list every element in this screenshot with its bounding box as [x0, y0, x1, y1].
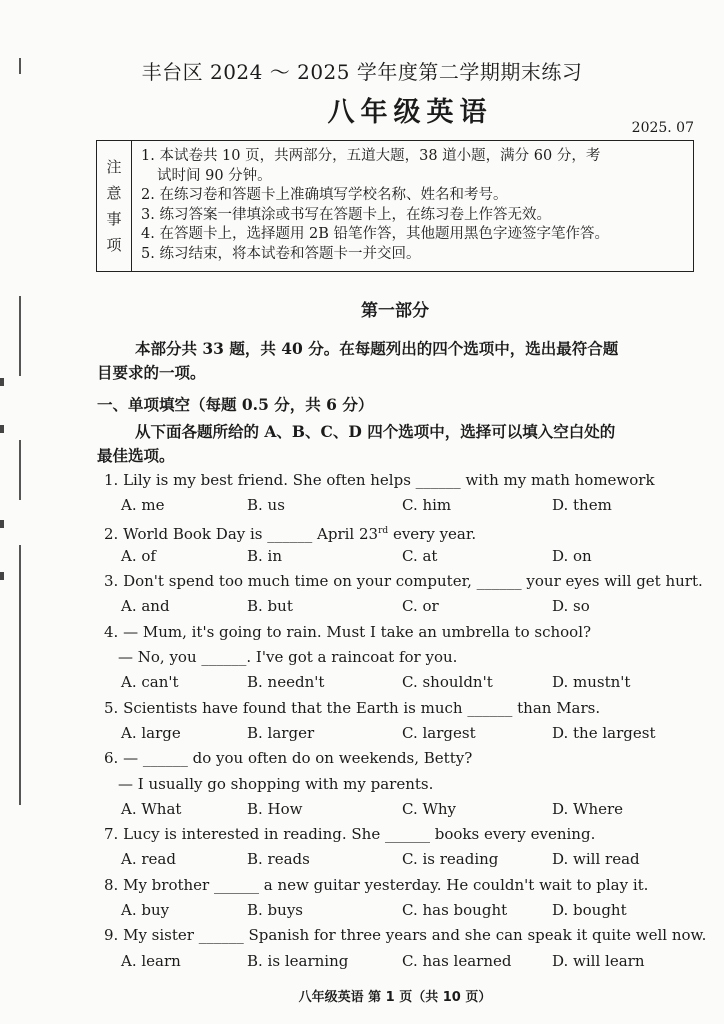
option-a: A. large	[121, 723, 181, 742]
question-stem: 4. — Mum, it's going to rain. Must I take an umbrella to school?	[104, 622, 592, 641]
option-b: B. How	[247, 799, 303, 818]
edge-mark	[0, 520, 4, 528]
notice-items	[141, 147, 687, 264]
option-d: D. will learn	[552, 951, 645, 970]
option-d: D. so	[552, 597, 590, 616]
question-options	[104, 898, 704, 923]
option-a: A. What	[121, 799, 182, 818]
question-list	[104, 468, 707, 974]
question-options	[104, 493, 704, 518]
notice-label-char: 意	[106, 184, 122, 202]
section-heading: 一、单项填空（每题 0.5 分，共 6 分）	[97, 395, 374, 414]
question-stem: 5. Scientists have found that the Earth is much ______ than Mars.	[104, 698, 601, 717]
question-stem: 6. — ______ do you often do on weekends, Betty?	[104, 749, 473, 768]
exam-date: 2025. 07	[631, 120, 694, 136]
notice-item: 4. 在答题卡上，选择题用 2B 铅笔作答，其他题用黑色字迹签字笔作答。	[141, 226, 610, 242]
question-stem-part: 2. World Book Day is ______ April 23	[104, 524, 379, 543]
section-instruction-line: 最佳选项。	[97, 446, 175, 465]
question-options	[104, 670, 704, 695]
part-intro-line: 目要求的一项。	[97, 363, 206, 382]
option-d: D. on	[552, 546, 592, 565]
exam-title: 丰台区 2024 ～ 2025 学年度第二学期期末练习	[141, 60, 583, 84]
notice-label-char: 项	[106, 236, 122, 254]
question-stem-reply: — No, you ______. I've got a raincoat for you.	[118, 648, 458, 667]
option-c: C. or	[402, 597, 439, 616]
question-options	[104, 544, 704, 569]
notice-box	[96, 140, 694, 272]
question-stem: 1. Lily is my best friend. She often helps ______ with my math homework	[104, 471, 655, 489]
question-stem: 7. Lucy is interested in reading. She ______ books every evening.	[104, 825, 596, 844]
option-c: C. him	[402, 496, 452, 515]
edge-mark	[0, 425, 4, 433]
part-intro	[97, 337, 697, 385]
question-stem: 9. My sister ______ Spanish for three years and she can speak it quite well now.	[104, 926, 707, 945]
question-options	[104, 797, 704, 822]
option-a: A. learn	[121, 951, 181, 970]
page-footer: 八年级英语 第 1 页（共 10 页）	[298, 990, 492, 1005]
option-b: B. is learning	[247, 951, 349, 970]
part-title: 第一部分	[361, 301, 429, 321]
option-b: B. needn't	[247, 673, 325, 692]
notice-item: 2. 在练习卷和答题卡上准确填写学校名称、姓名和考号。	[141, 187, 508, 203]
notice-item: 3. 练习答案一律填涂或书写在答题卡上，在练习卷上作答无效。	[141, 206, 551, 223]
option-d: D. will read	[552, 850, 640, 869]
notice-label-char: 事	[106, 210, 122, 228]
option-a: A. buy	[121, 901, 170, 920]
exam-subject: 八年级英语	[327, 97, 493, 128]
notice-item: 试时间 90 分钟。	[157, 167, 272, 184]
ordinal-suffix: rd	[378, 525, 389, 536]
option-d: D. them	[552, 496, 612, 515]
option-c: C. at	[402, 546, 438, 565]
notice-item: 5. 练习结束，将本试卷和答题卡一并交回。	[141, 245, 421, 262]
option-b: B. larger	[247, 723, 315, 742]
question-stem: 8. My brother ______ a new guitar yesterday. He couldn't wait to play it.	[104, 875, 649, 894]
option-a: A. of	[121, 546, 156, 565]
option-d: D. Where	[552, 799, 624, 818]
option-c: C. shouldn't	[402, 673, 493, 692]
notice-label-char: 注	[106, 158, 122, 176]
notice-label	[97, 141, 132, 271]
section-instruction	[97, 420, 697, 468]
option-c: C. has bought	[402, 901, 508, 920]
notice-item: 1. 本试卷共 10 页，共两部分，五道大题，38 道小题，满分 60 分，考	[141, 148, 601, 164]
option-c: C. has learned	[402, 951, 512, 970]
option-a: A. and	[121, 597, 170, 616]
margin-mark	[19, 440, 21, 500]
question-options	[104, 594, 704, 619]
part-intro-line: 本部分共 33 题，共 40 分。在每题列出的四个选项中，选出最符合题	[135, 339, 619, 358]
option-a: A. me	[121, 496, 165, 515]
question-options	[104, 721, 704, 746]
question-stem-reply: — I usually go shopping with my parents.	[118, 774, 434, 793]
question-stem: 3. Don't spend too much time on your computer, ______ your eyes will get hurt.	[104, 572, 703, 591]
option-d: D. mustn't	[552, 673, 631, 692]
option-a: A. can't	[121, 673, 179, 692]
edge-mark	[0, 572, 4, 580]
option-d: D. bought	[552, 901, 627, 920]
option-b: B. us	[247, 496, 285, 515]
option-c: C. is reading	[402, 850, 499, 869]
option-d: D. the largest	[552, 723, 656, 742]
option-c: C. largest	[402, 723, 476, 742]
question-options	[104, 847, 704, 872]
option-b: B. in	[247, 546, 283, 565]
option-b: B. reads	[247, 850, 310, 869]
edge-mark	[0, 378, 4, 386]
question-options	[104, 949, 704, 974]
question-stem-part: every year.	[388, 524, 477, 543]
section-instruction-line: 从下面各题所给的 A、B、C、D 四个选项中，选择可以填入空白处的	[135, 422, 616, 441]
option-c: C. Why	[402, 799, 457, 818]
margin-mark	[19, 545, 21, 805]
question-stem	[104, 519, 704, 544]
option-b: B. buys	[247, 901, 303, 920]
option-a: A. read	[121, 850, 176, 869]
option-b: B. but	[247, 597, 293, 616]
